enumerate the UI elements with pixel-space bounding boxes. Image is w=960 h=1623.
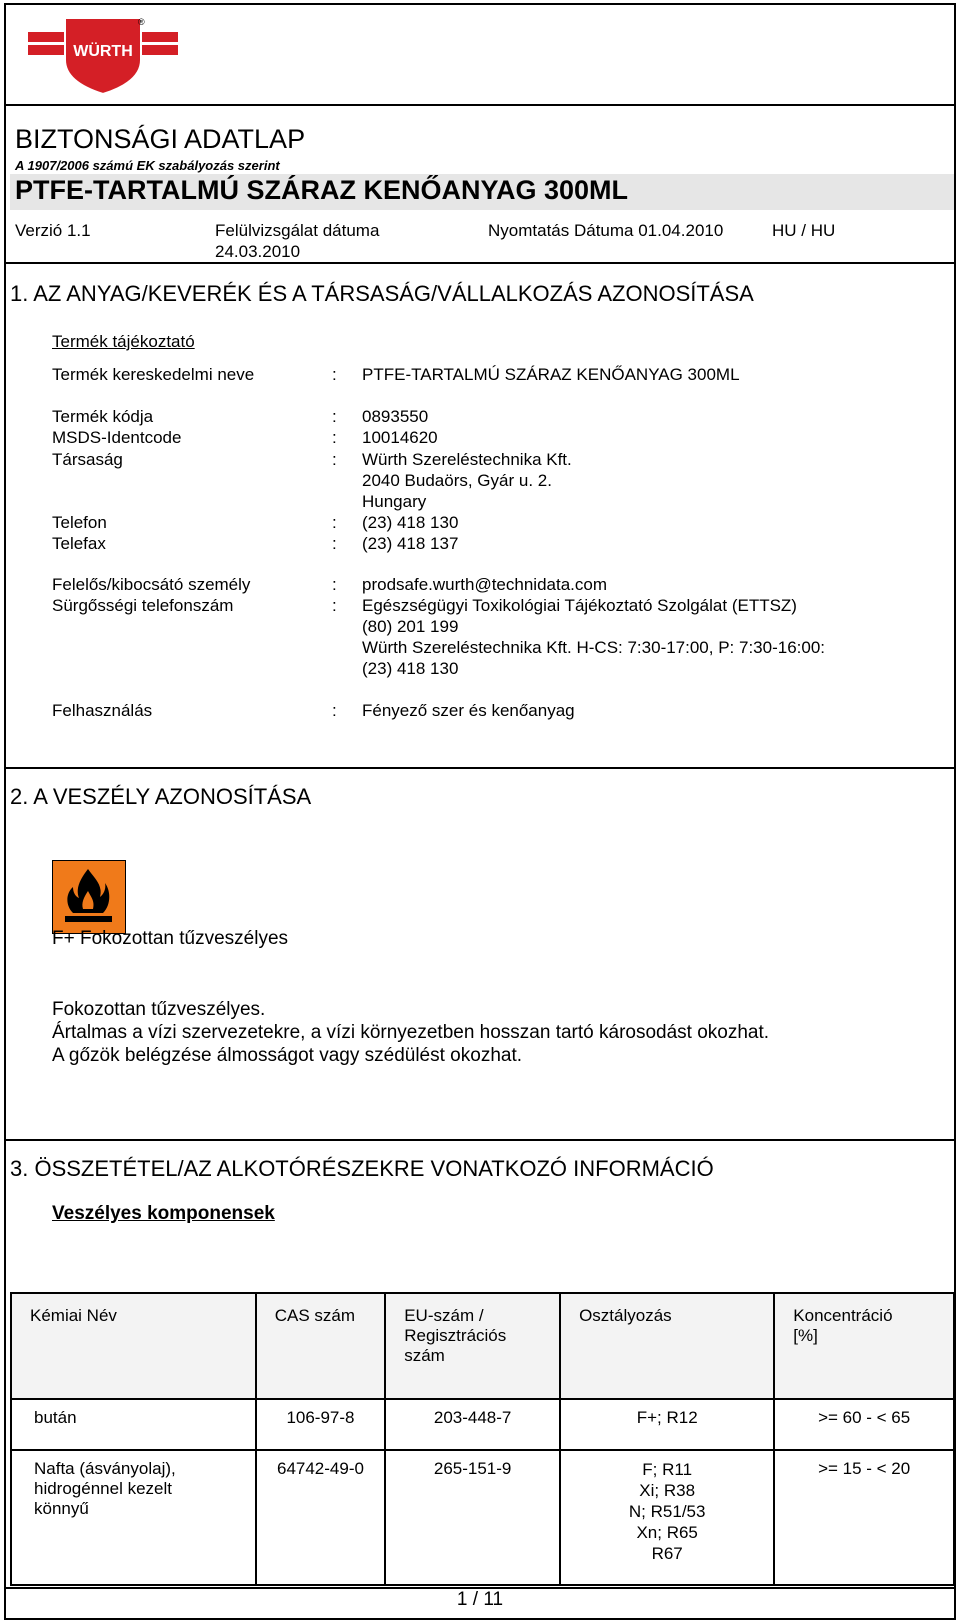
phone-label: Telefon xyxy=(52,513,107,532)
classification: F; R11 Xi; R38 N; R51/53 Xn; R65 R67 xyxy=(560,1450,774,1585)
page-number: 1 / 11 xyxy=(456,1589,504,1610)
product-code-label: Termék kódja xyxy=(52,407,154,426)
hazard-symbol-text: F+ Fokozottan tűzveszélyes xyxy=(52,928,289,949)
msds-label: MSDS-Identcode xyxy=(52,428,182,447)
trade-name-label: Termék kereskedelmi neve xyxy=(52,365,255,384)
wurth-logo xyxy=(28,14,178,98)
section-1-divider xyxy=(4,767,956,769)
colon: : xyxy=(332,365,337,384)
msds-value: 10014620 xyxy=(362,428,438,447)
language: HU / HU xyxy=(772,221,836,240)
responsible-email[interactable]: prodsafe.wurth@technidata.com xyxy=(362,575,607,594)
phone-value: (23) 418 130 xyxy=(362,513,459,532)
emergency-line: Egészségügyi Toxikológiai Tájékoztató Szolgálat (ETTSZ) xyxy=(362,596,797,615)
fax-label: Telefax xyxy=(52,534,106,553)
table-row xyxy=(11,1450,954,1585)
cas-number: 106-97-8 xyxy=(256,1399,386,1450)
flame-icon xyxy=(53,861,124,932)
company-line: Würth Szereléstechnika Kft. xyxy=(362,450,572,469)
product-code-value: 0893550 xyxy=(362,407,429,426)
use-value: Fényező szer és kenőanyag xyxy=(362,701,575,720)
chemical-name: Nafta (ásványolaj), hidrogénnel kezelt könnyű xyxy=(11,1450,256,1585)
regulation-subtitle: A 1907/2006 számú EK szabályozás szerint xyxy=(15,158,280,173)
concentration: >= 15 - < 20 xyxy=(774,1450,954,1585)
table-header-row xyxy=(11,1293,954,1399)
emergency-line: Würth Szereléstechnika Kft. H-CS: 7:30-17:00, P: 7:30-16:00: xyxy=(362,638,826,657)
components-table xyxy=(10,1292,955,1586)
emergency-line: (23) 418 130 xyxy=(362,659,459,678)
section-3-heading: 3. ÖSSZETÉTEL/AZ ALKOTÓRÉSZEKRE VONATKOZÓ INFORMÁCIÓ xyxy=(10,1156,714,1181)
chemical-name: bután xyxy=(11,1399,256,1450)
hazard-statement: Ártalmas a vízi szervezetekre, a vízi környezetben hosszan tartó károsodást okozhat. xyxy=(52,1022,770,1043)
eu-number: 203-448-7 xyxy=(385,1399,560,1450)
colon: : xyxy=(332,513,337,532)
hazard-pictogram xyxy=(52,860,126,934)
eu-number: 265-151-9 xyxy=(385,1450,560,1585)
svg-text:®: ® xyxy=(138,17,145,27)
colon: : xyxy=(332,534,337,553)
column-header: EU-szám / Regisztrációs szám xyxy=(385,1293,560,1399)
hazard-statement: A gőzök belégzése álmosságot vagy szédülést okozhat. xyxy=(52,1045,523,1066)
header-divider xyxy=(4,104,956,106)
revision-date: 24.03.2010 xyxy=(215,242,301,261)
column-header: Osztályozás xyxy=(560,1293,774,1399)
emergency-label: Sürgősségi telefonszám xyxy=(52,596,234,615)
meta-divider xyxy=(4,262,956,264)
trade-name-value: PTFE-TARTALMÚ SZÁRAZ KENŐANYAG 300ML xyxy=(362,365,740,384)
table-row xyxy=(11,1399,954,1450)
section-2-heading: 2. A VESZÉLY AZONOSÍTÁSA xyxy=(10,784,312,809)
colon: : xyxy=(332,596,337,615)
colon: : xyxy=(332,428,337,447)
section-2-divider xyxy=(4,1139,956,1141)
company-label: Társaság xyxy=(52,450,123,469)
colon: : xyxy=(332,407,337,426)
column-header: Kémiai Név xyxy=(11,1293,256,1399)
version: Verzió 1.1 xyxy=(15,221,91,240)
print-date: Nyomtatás Dátuma 01.04.2010 xyxy=(488,221,724,240)
company-line: 2040 Budaörs, Gyár u. 2. xyxy=(362,471,552,490)
section-3-subheading: Veszélyes komponensek xyxy=(52,1203,275,1224)
fax-value: (23) 418 137 xyxy=(362,534,459,553)
concentration: >= 60 - < 65 xyxy=(774,1399,954,1450)
column-header: Koncentráció [%] xyxy=(774,1293,954,1399)
colon: : xyxy=(332,450,337,469)
product-title: PTFE-TARTALMÚ SZÁRAZ KENŐANYAG 300ML xyxy=(15,175,629,205)
section-1-subheading: Termék tájékoztató xyxy=(52,332,195,351)
colon: : xyxy=(332,701,337,720)
revision-label: Felülvizsgálat dátuma xyxy=(215,221,380,240)
column-header: CAS szám xyxy=(256,1293,386,1399)
cas-number: 64742-49-0 xyxy=(256,1450,386,1585)
colon: : xyxy=(332,575,337,594)
svg-text:WÜRTH: WÜRTH xyxy=(73,43,133,60)
responsible-label: Felelős/kibocsátó személy xyxy=(52,575,251,594)
classification: F+; R12 xyxy=(560,1399,774,1450)
emergency-line: (80) 201 199 xyxy=(362,617,459,636)
use-label: Felhasználás xyxy=(52,701,153,720)
section-1-heading: 1. AZ ANYAG/KEVERÉK ÉS A TÁRSASÁG/VÁLLALKOZÁS AZONOSÍTÁSA xyxy=(10,281,754,306)
hazard-statement: Fokozottan tűzveszélyes. xyxy=(52,999,266,1020)
document-title: BIZTONSÁGI ADATLAP xyxy=(15,124,306,154)
company-line: Hungary xyxy=(362,492,427,511)
